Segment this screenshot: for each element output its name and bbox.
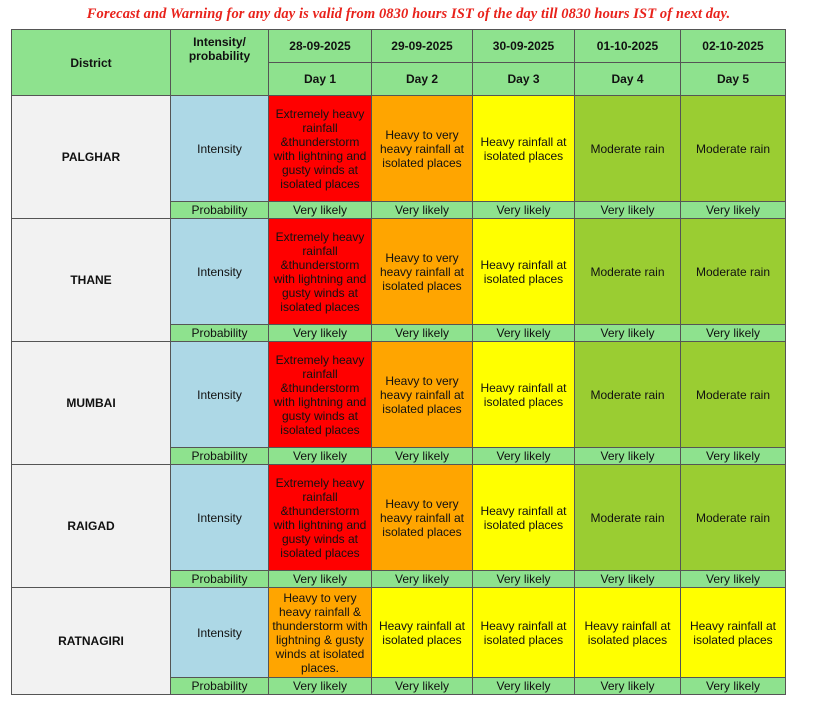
probability-cell: Very likely — [681, 571, 786, 588]
probability-label: Probability — [171, 325, 269, 342]
probability-cell: Very likely — [681, 325, 786, 342]
district-name: RATNAGIRI — [12, 588, 171, 695]
probability-cell: Very likely — [473, 448, 575, 465]
district-row — [12, 96, 786, 202]
intensity-label: Intensity — [171, 465, 269, 571]
probability-cell: Very likely — [575, 571, 681, 588]
date-header: 01-10-2025 — [575, 30, 681, 63]
intensity-cell: Extremely heavy rainfall &thunderstorm with lightning and gusty winds at isolated places — [269, 342, 372, 448]
intensity-cell: Heavy rainfall at isolated places — [575, 588, 681, 678]
intensity-cell: Extremely heavy rainfall &thunderstorm with lightning and gusty winds at isolated places — [269, 96, 372, 202]
probability-cell: Very likely — [372, 202, 473, 219]
intensity-cell: Moderate rain — [681, 342, 786, 448]
probability-cell: Very likely — [372, 571, 473, 588]
probability-cell: Very likely — [575, 678, 681, 695]
district-name: THANE — [12, 219, 171, 342]
date-header: 02-10-2025 — [681, 30, 786, 63]
intensity-label: Intensity — [171, 588, 269, 678]
district-header: District — [12, 30, 171, 96]
intensity-cell: Moderate rain — [681, 465, 786, 571]
intensity-cell: Moderate rain — [575, 465, 681, 571]
intensity-cell: Heavy rainfall at isolated places — [473, 96, 575, 202]
probability-cell: Very likely — [269, 678, 372, 695]
probability-cell: Very likely — [575, 448, 681, 465]
intensity-cell: Heavy to very heavy rainfall at isolated places — [372, 465, 473, 571]
intensity-cell: Extremely heavy rainfall &thunderstorm with lightning and gusty winds at isolated places — [269, 219, 372, 325]
intensity-label: Intensity — [171, 219, 269, 325]
intensity-cell: Moderate rain — [681, 96, 786, 202]
probability-cell: Very likely — [269, 571, 372, 588]
probability-cell: Very likely — [681, 448, 786, 465]
day-header: Day 2 — [372, 63, 473, 96]
day-header: Day 1 — [269, 63, 372, 96]
probability-cell: Very likely — [473, 571, 575, 588]
probability-cell: Very likely — [269, 325, 372, 342]
day-header: Day 3 — [473, 63, 575, 96]
intensity-label: Intensity — [171, 96, 269, 202]
day-header: Day 5 — [681, 63, 786, 96]
intensity-cell: Moderate rain — [575, 219, 681, 325]
intensity-cell: Heavy to very heavy rainfall at isolated places — [372, 342, 473, 448]
intensity-cell: Heavy rainfall at isolated places — [473, 342, 575, 448]
day-header: Day 4 — [575, 63, 681, 96]
probability-cell: Very likely — [681, 202, 786, 219]
district-name: RAIGAD — [12, 465, 171, 588]
forecast-table — [11, 29, 786, 695]
district-row — [12, 342, 786, 448]
intensity-cell: Extremely heavy rainfall &thunderstorm with lightning and gusty winds at isolated places — [269, 465, 372, 571]
intensity-cell: Heavy rainfall at isolated places — [473, 219, 575, 325]
district-name: PALGHAR — [12, 96, 171, 219]
validity-note: Forecast and Warning for any day is valid from 0830 hours IST of the day till 0830 hours IST of next day. — [86, 6, 731, 22]
probability-cell: Very likely — [473, 202, 575, 219]
district-row — [12, 588, 786, 678]
intensity-cell: Heavy to very heavy rainfall at isolated places — [372, 96, 473, 202]
intensity-cell: Heavy rainfall at isolated places — [473, 465, 575, 571]
district-row — [12, 465, 786, 571]
probability-cell: Very likely — [575, 202, 681, 219]
intensity-cell: Moderate rain — [681, 219, 786, 325]
intensity-cell: Heavy rainfall at isolated places — [473, 588, 575, 678]
probability-cell: Very likely — [473, 325, 575, 342]
probability-cell: Very likely — [575, 325, 681, 342]
probability-cell: Very likely — [269, 202, 372, 219]
probability-cell: Very likely — [372, 448, 473, 465]
intensity-cell: Moderate rain — [575, 96, 681, 202]
probability-label: Probability — [171, 678, 269, 695]
probability-label: Probability — [171, 448, 269, 465]
intensity-cell: Moderate rain — [575, 342, 681, 448]
probability-cell: Very likely — [473, 678, 575, 695]
intensity-cell: Heavy rainfall at isolated places — [372, 588, 473, 678]
intensity-cell: Heavy to very heavy rainfall at isolated places — [372, 219, 473, 325]
intensity-label: Intensity — [171, 342, 269, 448]
probability-cell: Very likely — [372, 325, 473, 342]
date-header: 28-09-2025 — [269, 30, 372, 63]
probability-label: Probability — [171, 202, 269, 219]
probability-cell: Very likely — [372, 678, 473, 695]
date-header: 29-09-2025 — [372, 30, 473, 63]
probability-cell: Very likely — [269, 448, 372, 465]
district-name: MUMBAI — [12, 342, 171, 465]
intensity-probability-header: Intensity/ probability — [171, 30, 269, 96]
intensity-cell: Heavy rainfall at isolated places — [681, 588, 786, 678]
intensity-cell: Heavy to very heavy rainfall & thunderstorm with lightning & gusty winds at isolated places. — [269, 588, 372, 678]
probability-label: Probability — [171, 571, 269, 588]
district-row — [12, 219, 786, 325]
date-header: 30-09-2025 — [473, 30, 575, 63]
probability-cell: Very likely — [681, 678, 786, 695]
